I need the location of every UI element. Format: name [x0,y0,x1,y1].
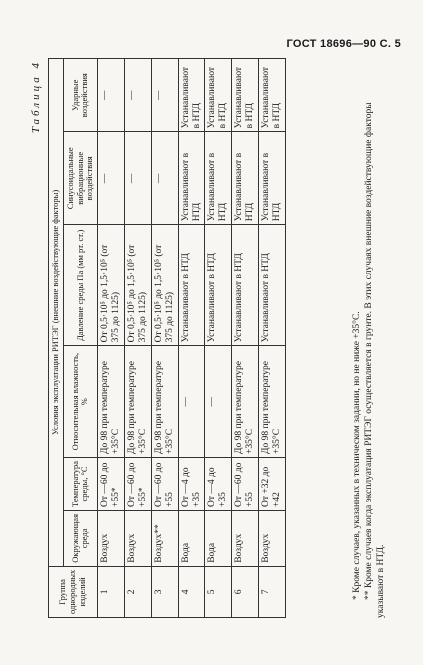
cell-group: 6 [232,566,259,617]
table-row [124,59,151,618]
cell-pressure: Устанавливают в НТД [178,225,205,346]
cell-vibration: Устанавливают в НТД [259,132,286,225]
cell-vibration: — [151,132,178,225]
cell-temperature: От +32 до +42 [259,457,286,510]
cell-humidity: До 98 при температуре +35°С [151,346,178,458]
cell-pressure: Устанавливают в НТД [259,225,286,346]
cell-temperature: От —4 до +35 [205,457,232,510]
page-header: ГОСТ 18696—90 С. 5 [286,38,401,50]
cell-group: 1 [98,566,125,617]
cell-shock: Устанавливают в НТД [178,59,205,132]
cell-environment: Воздух [232,511,259,567]
table-row [205,59,232,618]
cell-temperature: От —60 до +55 [232,457,259,510]
cell-pressure: От 0,5·10⁵ до 1,5·10⁵ (от 375 до 1125) [151,225,178,346]
footnotes [352,58,388,618]
table-row [178,59,205,618]
cell-environment: Воздух** [151,511,178,567]
col-header-environment: Окружающая среда [63,511,97,567]
cell-environment: Вода [205,511,232,567]
cell-environment: Вода [178,511,205,567]
cell-shock: — [124,59,151,132]
cell-vibration: — [98,132,125,225]
table-row [259,59,286,618]
cell-humidity: До 98 при температуре +35°С [259,346,286,458]
rotated-content [30,58,400,618]
table-header-row-2 [63,59,97,618]
cell-pressure: Устанавливают в НТД [232,225,259,346]
cell-pressure: Устанавливают в НТД [205,225,232,346]
cell-group: 4 [178,566,205,617]
cell-shock: — [98,59,125,132]
cell-pressure: От 0,5·10⁵ до 1,5·10⁵ (от 375 до 1125) [124,225,151,346]
col-header-shock: Ударные воздействия [63,59,97,132]
cell-humidity: До 98 при температуре +35°С [124,346,151,458]
col-header-humidity: Относительная влажность, % [63,346,97,458]
cell-temperature: От —60 до +55* [98,457,125,510]
footnote: ** Кроме случаев когда эксплуатация РИТЭГ осуществляется в грунте. В этих случаях внешние воздействующие факторы указывают в НТД. [363,102,386,618]
cell-shock: Устанавливают в НТД [232,59,259,132]
cell-environment: Воздух [124,511,151,567]
cell-group: 3 [151,566,178,617]
cell-shock: Устанавливают в НТД [205,59,232,132]
table-row [151,59,178,618]
table-row [232,59,259,618]
cell-humidity: — [178,346,205,458]
cell-vibration: — [124,132,151,225]
table-row [98,59,125,618]
cell-humidity: До 98 при температуре +35°С [98,346,125,458]
cell-temperature: От —60 до +55 [151,457,178,510]
conditions-table [48,58,286,618]
cell-group: 2 [124,566,151,617]
cell-temperature: От —60 до +55* [124,457,151,510]
col-header-pressure: Давление среды Па (мм рт. ст.) [63,225,97,346]
cell-environment: Воздух [98,511,125,567]
cell-shock: — [151,59,178,132]
cell-humidity: — [205,346,232,458]
cell-humidity: До 98 при температуре +35°С [232,346,259,458]
group-header: Условия эксплуатации РИТЭГ (внешние воздействующие факторы) [49,59,64,567]
cell-shock: Устанавливают в НТД [259,59,286,132]
cell-group: 5 [205,566,232,617]
cell-vibration: Устанавливают в НТД [178,132,205,225]
cell-temperature: От —4 до +35 [178,457,205,510]
table-header-row-1 [49,59,64,618]
cell-environment: Воздух [259,511,286,567]
cell-vibration: Устанавливают в НТД [232,132,259,225]
footnote: * Кроме случаев, указанных в техническом задании, но не ниже +35°С. [352,311,362,600]
cell-vibration: Устанавливают в НТД [205,132,232,225]
col-header-vibration: Синусоидальные вибрационные воздействия [63,132,97,225]
col-header-temperature: Температура среды, °С [63,457,97,510]
table-label: Таблица 4 [30,60,42,134]
cell-group: 7 [259,566,286,617]
cell-pressure: От 0,5·10⁵ до 1,5·10⁵ (от 375 до 1125) [98,225,125,346]
col-header-group: Группа однородных изделий [49,566,98,617]
